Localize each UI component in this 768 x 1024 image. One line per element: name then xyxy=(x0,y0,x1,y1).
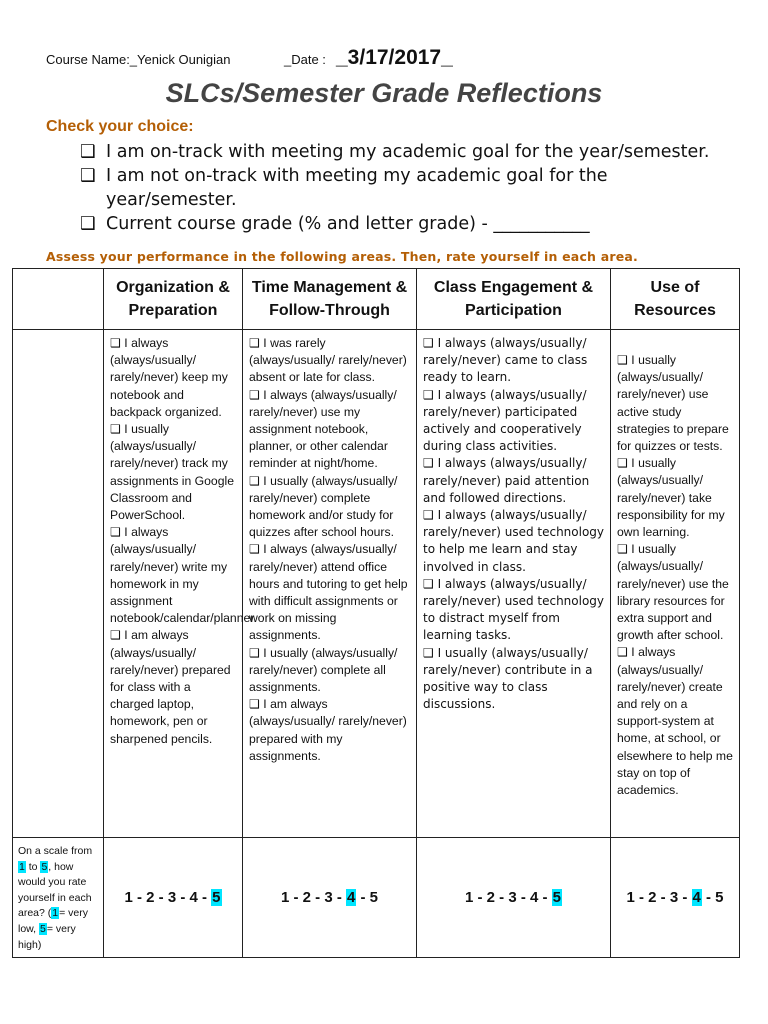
choice-label: I am not on-track with meeting my academic goal for the year/semester. xyxy=(106,166,608,210)
scale-question: On a scale from 1 to 5, how would you rate yourself in each area? (1= very low, 5= very high) xyxy=(13,838,104,958)
page-title: SLCs/Semester Grade Reflections xyxy=(165,78,603,108)
statement[interactable]: ❑ I usually (always/usually/ rarely/never) complete homework and/or study for quizzes after school hours. xyxy=(249,473,398,540)
statement[interactable]: ❑ I usually (always/usually/ rarely/never) use active study strategies to prepare for quizzes or tests. xyxy=(617,353,729,454)
statement[interactable]: ❑ I usually (always/usually/ rarely/never) use the library resources for extra support and growth after school. xyxy=(617,542,729,643)
date-value: _3/17/2017_ xyxy=(336,46,453,69)
statement[interactable]: ❑ I always (always/usually/ rarely/never) write my homework in my assignment notebook/calendar/planner. xyxy=(110,525,258,626)
choice-course-grade[interactable] xyxy=(80,212,740,236)
statement[interactable]: ❑ I always (always/usually/ rarely/never) use my assignment notebook, planner, or other calendar reminder at night/home. xyxy=(249,387,397,471)
statement[interactable]: ❑ I always (always/usually/ rarely/never) create and rely on a support-system at home, at school, or elsewhere to help me stay on top of academics. xyxy=(617,645,733,798)
statement[interactable]: ❑ I was rarely (always/usually/ rarely/never) absent or late for class. xyxy=(249,336,407,385)
statements-row xyxy=(13,330,740,838)
header-empty xyxy=(13,269,104,330)
selected-rating: 4 xyxy=(347,889,356,907)
rating-resources[interactable]: 1 - 2 - 3 - 4 - 5 xyxy=(611,838,740,958)
statement[interactable]: ❑ I usually (always/usually/ rarely/never) complete all assignments. xyxy=(249,645,398,695)
date-label: _Date : xyxy=(284,52,326,67)
header-row xyxy=(13,269,740,330)
class-engagement-statements xyxy=(417,330,611,838)
checkbox-icon[interactable]: ❑ xyxy=(80,214,96,234)
rating-class-engagement[interactable]: 1 - 2 - 3 - 4 - 5 xyxy=(417,838,611,958)
resources-statements xyxy=(611,330,740,838)
statement[interactable]: ❑ I always (always/usually/ rarely/never) paid attention and followed directions. xyxy=(423,456,590,505)
organization-statements xyxy=(104,330,258,838)
statement[interactable]: ❑ I always (always/usually/ rarely/never) keep my notebook and backpack organized. xyxy=(110,336,228,419)
choice-not-on-track[interactable] xyxy=(80,164,740,212)
assess-instruction: Assess your performance in the following areas. Then, rate yourself in each area. xyxy=(46,249,638,264)
statement[interactable]: ❑ I am always (always/usually/ rarely/never) prepared with my assignments. xyxy=(249,697,407,763)
checkbox-icon[interactable]: ❑ xyxy=(80,166,96,186)
statement[interactable]: ❑ I always (always/usually/ rarely/never) used technology to help me learn and stay involved in class. xyxy=(423,508,605,574)
statement[interactable]: ❑ I always (always/usually/ rarely/never) came to class ready to learn. xyxy=(423,336,588,385)
selected-rating: 5 xyxy=(552,889,562,907)
statement[interactable]: ❑ I usually (always/usually/ rarely/never) track my assignments in Google Classroom and PowerSchool. xyxy=(110,422,234,523)
statement[interactable]: ❑ I always (always/usually/ rarely/never) attend office hours and tutoring to get help with difficult assignments or work on missing assignments. xyxy=(249,542,408,643)
statement[interactable]: ❑ I usually (always/usually/ rarely/never) take responsibility for my own learning. xyxy=(617,456,725,540)
statement[interactable]: ❑ I usually (always/usually/ rarely/never) contribute in a positive way to class discussions. xyxy=(423,645,593,712)
header-time-management: Time Management & Follow-Through xyxy=(243,269,417,330)
rubric-table xyxy=(12,268,740,958)
choice-label: Current course grade (% and letter grade) - ___________ xyxy=(106,214,590,234)
statement[interactable]: ❑ I always (always/usually/ rarely/never) used technology to distract myself from learning tasks. xyxy=(423,576,605,643)
checkbox-icon[interactable]: ❑ xyxy=(80,142,96,162)
selected-rating: 4 xyxy=(692,889,701,907)
header-organization: Organization & Preparation xyxy=(104,269,243,330)
selected-rating: 5 xyxy=(212,889,221,907)
time-management-statements xyxy=(243,330,417,838)
rating-organization[interactable]: 1 - 2 - 3 - 4 - 5 xyxy=(104,838,243,958)
header-class-engagement: Class Engagement & Participation xyxy=(417,269,611,330)
choice-list xyxy=(80,140,740,236)
header-resources: Use of Resources xyxy=(611,269,740,330)
check-heading: Check your choice: xyxy=(46,118,194,135)
course-name: Course Name:_Yenick Ounigian xyxy=(46,52,231,67)
rating-row xyxy=(13,838,740,958)
statement[interactable]: ❑ I always (always/usually/ rarely/never) participated actively and cooperatively during class activities. xyxy=(423,387,587,454)
statement[interactable]: ❑ I am always (always/usually/ rarely/never) prepared for class with a charged laptop, homework, pen or sharpened pencils. xyxy=(110,628,231,746)
header xyxy=(46,46,746,69)
choice-on-track[interactable] xyxy=(80,140,740,164)
choice-label: I am on-track with meeting my academic goal for the year/semester. xyxy=(106,142,710,162)
rating-time-management[interactable]: 1 - 2 - 3 - 4 - 5 xyxy=(243,838,417,958)
statements-empty xyxy=(13,330,104,838)
